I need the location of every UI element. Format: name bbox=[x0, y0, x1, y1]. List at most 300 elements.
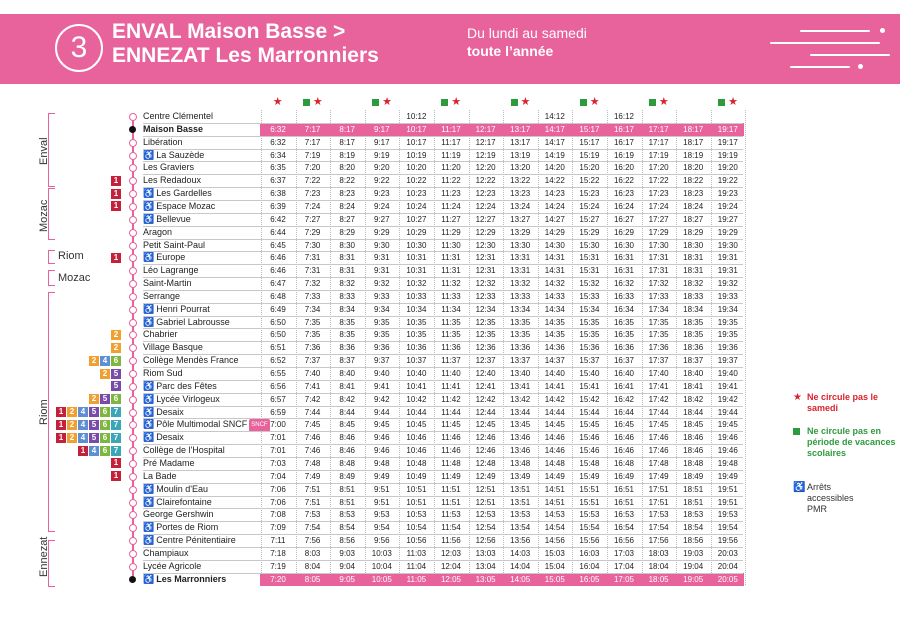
time-cell: 15:05 bbox=[544, 574, 565, 584]
time-cell: 13:54 bbox=[510, 523, 531, 533]
time-cell: 10:35 bbox=[406, 317, 427, 327]
time-cell: 19:32 bbox=[717, 279, 738, 289]
time-cell: 8:49 bbox=[339, 471, 355, 481]
time-cell: 9:51 bbox=[374, 484, 390, 494]
time-cell: 12:35 bbox=[475, 330, 496, 340]
connection-line-badge: 1 bbox=[111, 458, 121, 468]
time-cell: 7:00 bbox=[270, 420, 286, 430]
stop-name-label: Serrange bbox=[143, 290, 181, 301]
zone-riom: Riom bbox=[38, 399, 50, 425]
time-cell: 8:44 bbox=[339, 407, 355, 417]
stop-dot bbox=[129, 331, 137, 339]
time-cell: 7:30 bbox=[304, 240, 321, 250]
time-cell: 15:24 bbox=[579, 201, 600, 211]
time-cell: 9:45 bbox=[374, 420, 390, 430]
time-cell: 17:31 bbox=[648, 253, 669, 263]
time-cell: 9:04 bbox=[339, 561, 355, 571]
stop-dot bbox=[129, 139, 137, 147]
stop-name-label: Bellevue bbox=[156, 213, 191, 224]
time-cell: 19:40 bbox=[717, 369, 738, 378]
time-cell: 16:40 bbox=[613, 369, 635, 378]
time-cell: 15:23 bbox=[579, 189, 600, 199]
time-cell: 6:51 bbox=[270, 343, 286, 353]
time-cell: 14:27 bbox=[544, 214, 565, 224]
time-cell: 14:31 bbox=[544, 253, 565, 263]
school-holiday-square-icon bbox=[718, 99, 725, 106]
wheelchair-icon: ♿ bbox=[143, 496, 155, 507]
time-cell: 14:46 bbox=[544, 446, 565, 456]
time-cell: 19:45 bbox=[717, 420, 738, 430]
stop-dot bbox=[129, 396, 137, 404]
time-cell: 19:49 bbox=[717, 471, 738, 481]
terminus-dot bbox=[129, 126, 136, 133]
time-cell: 10:36 bbox=[406, 343, 427, 353]
school-square-icon bbox=[793, 428, 800, 435]
zone-mozac-bracket bbox=[48, 188, 55, 240]
not-saturday-star-icon: ★ bbox=[589, 96, 600, 108]
time-cell: 14:32 bbox=[544, 279, 565, 289]
time-cell: 10:48 bbox=[406, 458, 427, 468]
stop-name bbox=[143, 380, 217, 393]
zone-mozac-small-bracket bbox=[48, 270, 55, 286]
time-cell: 15:40 bbox=[579, 369, 600, 378]
stop-name bbox=[143, 303, 210, 316]
time-cell: 18:46 bbox=[683, 433, 704, 443]
time-cell: 9:48 bbox=[374, 458, 390, 468]
time-cell: 18:51 bbox=[683, 484, 704, 494]
time-cell: 15:27 bbox=[579, 214, 600, 224]
stop-name bbox=[143, 354, 239, 367]
stop-dot bbox=[129, 409, 137, 417]
time-cell: 17:46 bbox=[648, 433, 669, 443]
time-cell: 16:31 bbox=[613, 253, 635, 263]
time-cell: 7:48 bbox=[304, 458, 321, 468]
time-cell: 15:51 bbox=[579, 484, 600, 494]
time-cell: 18:41 bbox=[683, 381, 704, 391]
decor-dot bbox=[880, 28, 885, 33]
connection-line-badge: 2 bbox=[67, 420, 77, 430]
stop-dot bbox=[129, 434, 137, 442]
stop-name-label: George Gershwin bbox=[143, 509, 214, 520]
stop-dot bbox=[129, 164, 137, 172]
time-cell: 12:20 bbox=[475, 163, 496, 173]
time-cell: 19:37 bbox=[717, 356, 738, 366]
stop-name-label: Lycée Virlogeux bbox=[156, 393, 220, 404]
stop-name-label: Gabriel Labrousse bbox=[156, 316, 230, 327]
stop-name-label: Chabrier bbox=[143, 329, 178, 340]
stop-name-label: Léo Lagrange bbox=[143, 265, 199, 276]
time-cell: 8:54 bbox=[339, 523, 355, 533]
stop-name-label: Henri Pourrat bbox=[156, 303, 210, 314]
time-cell: 12:05 bbox=[440, 574, 462, 584]
time-cell: 14:30 bbox=[544, 240, 565, 250]
time-cell: 14:36 bbox=[544, 343, 565, 353]
time-cell: 7:51 bbox=[304, 484, 321, 494]
connection-line-badge: 1 bbox=[111, 176, 121, 186]
time-cell: 15:48 bbox=[579, 458, 600, 468]
time-cell: 12:17 bbox=[475, 124, 496, 134]
time-cell: 10:56 bbox=[406, 536, 427, 546]
time-cell: 7:01 bbox=[270, 433, 286, 443]
time-cell: 8:45 bbox=[339, 420, 355, 430]
stop-name-label: Clairefontaine bbox=[156, 496, 212, 507]
connection-line-badge: 7 bbox=[111, 433, 121, 443]
time-cell: 11:42 bbox=[441, 394, 461, 404]
stop-dot bbox=[129, 229, 137, 237]
decor-dot bbox=[858, 64, 863, 69]
stop-name-label: Saint-Martin bbox=[143, 278, 192, 289]
connection-line-badge: 7 bbox=[111, 420, 121, 430]
time-cell: 11:48 bbox=[441, 458, 461, 468]
time-cell: 12:45 bbox=[475, 420, 496, 430]
wheelchair-icon: ♿ bbox=[143, 535, 155, 546]
time-cell: 6:42 bbox=[270, 214, 286, 224]
time-cell: 7:03 bbox=[270, 458, 286, 468]
time-cell: 19:51 bbox=[717, 484, 738, 494]
time-cell: 14:23 bbox=[544, 189, 565, 199]
time-cell: 12:04 bbox=[440, 561, 462, 571]
stop-name bbox=[143, 483, 208, 496]
zone-ennezat: Ennezat bbox=[38, 536, 50, 577]
stop-name bbox=[143, 123, 203, 136]
line-number-badge: 3 bbox=[55, 24, 103, 72]
time-cell: 16:44 bbox=[613, 407, 635, 417]
time-cell: 15:35 bbox=[579, 330, 600, 340]
time-cell: 11:35 bbox=[441, 317, 461, 327]
time-cell: 7:42 bbox=[304, 394, 321, 404]
time-cell: 16:29 bbox=[613, 227, 635, 237]
time-cell: 6:32 bbox=[270, 124, 286, 134]
time-cell: 15:19 bbox=[579, 150, 600, 160]
time-cell: 18:48 bbox=[683, 458, 704, 468]
time-cell: 14:17 bbox=[544, 137, 565, 147]
time-cell: 7:34 bbox=[304, 304, 321, 314]
connection-line-badge: 2 bbox=[111, 343, 121, 353]
time-cell: 11:46 bbox=[441, 446, 461, 456]
school-holiday-square-icon bbox=[649, 99, 656, 106]
time-cell: 11:44 bbox=[441, 407, 461, 417]
stop-name-label: Pôle Multimodal SNCF bbox=[156, 419, 248, 430]
time-cell: 11:31 bbox=[441, 253, 461, 263]
connection-line-badge: 2 bbox=[111, 330, 121, 340]
time-cell: 11:17 bbox=[441, 124, 461, 134]
wheelchair-icon: ♿ bbox=[143, 522, 155, 533]
time-cell: 10:41 bbox=[406, 381, 427, 391]
time-cell: 7:37 bbox=[304, 356, 321, 366]
time-cell: 13:37 bbox=[510, 356, 531, 366]
time-cell: 12:34 bbox=[475, 304, 496, 314]
time-cell: 9:30 bbox=[374, 240, 390, 250]
time-cell: 8:48 bbox=[339, 458, 355, 468]
time-cell: 7:31 bbox=[304, 266, 321, 276]
time-cell: 13:56 bbox=[510, 536, 531, 546]
time-cell: 11:30 bbox=[441, 240, 461, 250]
connection-line-badge: 4 bbox=[78, 433, 88, 443]
time-cell: 9:23 bbox=[374, 189, 390, 199]
time-cell: 13:31 bbox=[510, 266, 531, 276]
time-cell: 15:45 bbox=[579, 420, 600, 430]
wheelchair-icon: ♿ bbox=[143, 303, 155, 314]
header-banner bbox=[0, 14, 900, 84]
time-cell: 11:41 bbox=[441, 381, 461, 391]
time-cell: 12:24 bbox=[475, 201, 496, 211]
time-cell: 11:34 bbox=[441, 304, 461, 314]
time-cell: 11:19 bbox=[441, 150, 461, 160]
time-cell: 19:48 bbox=[717, 458, 738, 468]
time-cell: 17:03 bbox=[613, 548, 635, 558]
decor-line bbox=[790, 66, 850, 68]
time-cell: 13:19 bbox=[510, 150, 531, 160]
time-cell: 7:06 bbox=[270, 484, 286, 494]
school-holiday-square-icon bbox=[580, 99, 587, 106]
time-cell: 16:23 bbox=[613, 189, 635, 199]
time-cell: 19:17 bbox=[717, 124, 738, 134]
time-cell: 7:56 bbox=[304, 536, 321, 546]
time-cell: 9:17 bbox=[374, 137, 390, 147]
stop-dot bbox=[129, 306, 137, 314]
stop-name-label: Europe bbox=[156, 252, 186, 263]
time-cell: 15:34 bbox=[579, 304, 600, 314]
sncf-logo: SNCF bbox=[249, 419, 269, 432]
time-cell: 10:46 bbox=[406, 433, 427, 443]
time-cell: 10:27 bbox=[406, 214, 427, 224]
time-cell: 17:41 bbox=[648, 381, 669, 391]
route-title bbox=[112, 20, 379, 68]
wheelchair-icon: ♿ bbox=[143, 432, 155, 443]
time-cell: 11:22 bbox=[441, 176, 461, 186]
time-cell: 13:24 bbox=[510, 201, 531, 211]
stop-name-label: Desaix bbox=[156, 406, 184, 417]
time-cell: 7:19 bbox=[270, 561, 286, 571]
time-cell: 10:30 bbox=[406, 240, 427, 250]
stop-dot bbox=[129, 486, 137, 494]
stop-name-label: Parc des Fêtes bbox=[156, 380, 217, 391]
time-cell: 16:35 bbox=[613, 330, 635, 340]
school-holiday-square-icon bbox=[372, 99, 379, 106]
time-cell: 8:56 bbox=[339, 536, 355, 546]
time-cell: 17:24 bbox=[648, 201, 669, 211]
stop-name bbox=[143, 367, 183, 380]
time-cell: 15:36 bbox=[579, 343, 600, 353]
time-cell: 19:30 bbox=[717, 240, 738, 250]
time-cell: 12:49 bbox=[475, 471, 496, 481]
time-cell: 15:56 bbox=[579, 536, 600, 546]
time-cell: 18:30 bbox=[683, 240, 704, 250]
time-cell: 14:17 bbox=[544, 124, 565, 134]
time-cell: 9:49 bbox=[374, 471, 390, 481]
time-cell: 18:44 bbox=[683, 407, 704, 417]
time-cell: 12:46 bbox=[475, 446, 496, 456]
time-cell: 18:36 bbox=[683, 343, 704, 353]
time-cell: 18:34 bbox=[683, 304, 704, 314]
time-cell: 11:37 bbox=[441, 356, 461, 366]
time-cell: 19:24 bbox=[717, 201, 738, 211]
time-cell: 19:51 bbox=[717, 497, 738, 507]
time-cell: 6:32 bbox=[270, 137, 286, 147]
time-cell: 10:45 bbox=[406, 420, 427, 430]
time-cell: 15:42 bbox=[579, 394, 600, 404]
time-cell: 17:23 bbox=[648, 189, 669, 199]
time-cell: 6:37 bbox=[270, 176, 286, 186]
time-cell: 15:29 bbox=[579, 227, 600, 237]
time-cell: 11:46 bbox=[441, 433, 461, 443]
service-days-line1: Du lundi au samedi bbox=[467, 25, 587, 41]
time-cell: 18:56 bbox=[683, 536, 704, 546]
connection-line-badge: 6 bbox=[100, 407, 110, 417]
stop-name bbox=[143, 149, 204, 162]
time-cell: 18:20 bbox=[683, 163, 704, 173]
time-cell: 13:27 bbox=[510, 214, 531, 224]
time-cell: 15:31 bbox=[579, 253, 600, 263]
time-cell: 8:19 bbox=[339, 150, 355, 160]
time-cell: 6:38 bbox=[270, 189, 286, 199]
time-cell: 18:45 bbox=[683, 420, 704, 430]
time-cell: 16:03 bbox=[579, 548, 600, 558]
not-saturday-star-icon: ★ bbox=[520, 96, 531, 108]
time-cell: 11:04 bbox=[406, 561, 427, 571]
stop-name bbox=[143, 187, 212, 200]
time-cell: 12:32 bbox=[475, 279, 496, 289]
time-cell: 14:40 bbox=[544, 369, 565, 378]
time-cell: 13:32 bbox=[510, 279, 531, 289]
zone-riom-small: Riom bbox=[58, 250, 84, 262]
time-cell: 18:17 bbox=[683, 124, 704, 134]
time-cell: 11:45 bbox=[441, 420, 461, 430]
time-cell: 7:36 bbox=[304, 343, 321, 353]
time-cell: 8:35 bbox=[339, 317, 355, 327]
time-cell: 9:42 bbox=[374, 394, 390, 404]
time-cell: 19:20 bbox=[717, 163, 738, 173]
time-cell: 9:46 bbox=[374, 433, 390, 443]
time-cell: 7:01 bbox=[270, 446, 286, 456]
stop-name-label: La Bade bbox=[143, 470, 177, 481]
time-cell: 6:56 bbox=[270, 381, 286, 391]
time-cell: 11:27 bbox=[441, 214, 461, 224]
time-cell: 6:35 bbox=[270, 163, 286, 173]
stop-dot bbox=[129, 357, 137, 365]
time-cell: 12:27 bbox=[475, 214, 496, 224]
time-cell: 17:35 bbox=[648, 317, 669, 327]
stop-name bbox=[143, 457, 195, 470]
time-cell: 8:23 bbox=[339, 189, 355, 199]
time-cell: 9:19 bbox=[374, 150, 390, 160]
time-cell: 13:33 bbox=[510, 291, 531, 301]
time-cell: 7:46 bbox=[304, 446, 321, 456]
time-cell: 12:23 bbox=[475, 189, 496, 199]
time-cell: 11:17 bbox=[441, 137, 461, 147]
terminus-dot bbox=[129, 576, 136, 583]
time-cell: 19:19 bbox=[717, 150, 738, 160]
connection-line-badge: 1 bbox=[111, 189, 121, 199]
time-cell: 17:40 bbox=[648, 369, 669, 378]
stop-name bbox=[143, 560, 201, 573]
time-cell: 10:29 bbox=[406, 227, 427, 237]
time-cell: 18:24 bbox=[683, 201, 704, 211]
stop-dot bbox=[129, 499, 137, 507]
time-cell: 16:12 bbox=[613, 112, 635, 121]
school-holiday-square-icon bbox=[441, 99, 448, 106]
time-cell: 17:34 bbox=[648, 304, 669, 314]
time-cell: 19:35 bbox=[717, 330, 738, 340]
stop-dot bbox=[129, 113, 137, 121]
wheelchair-icon: ♿ bbox=[143, 406, 155, 417]
time-cell: 11:49 bbox=[441, 471, 461, 481]
connection-line-badge: 2 bbox=[100, 369, 110, 379]
time-cell: 15:03 bbox=[544, 548, 565, 558]
stop-name bbox=[143, 547, 189, 560]
time-cell: 18:29 bbox=[683, 227, 704, 237]
time-cell: 9:31 bbox=[374, 253, 390, 263]
time-cell: 13:42 bbox=[510, 394, 531, 404]
time-cell: 13:29 bbox=[510, 227, 531, 237]
time-cell: 10:24 bbox=[406, 201, 427, 211]
time-cell: 9:35 bbox=[374, 330, 390, 340]
time-cell: 18:53 bbox=[683, 510, 704, 520]
time-cell: 11:51 bbox=[441, 484, 461, 494]
time-cell: 15:17 bbox=[579, 137, 600, 147]
time-cell: 13:35 bbox=[510, 317, 531, 327]
time-cell: 9:24 bbox=[374, 201, 390, 211]
stop-name-label: Riom Sud bbox=[143, 368, 183, 378]
route-title-line1: ENVAL Maison Basse > bbox=[112, 20, 346, 43]
stop-name bbox=[143, 521, 218, 534]
time-cell: 16:27 bbox=[613, 214, 635, 224]
time-cell: 17:36 bbox=[648, 343, 669, 353]
time-cell: 18:23 bbox=[683, 189, 704, 199]
time-cell: 14:54 bbox=[544, 523, 565, 533]
time-cell: 7:09 bbox=[270, 523, 286, 533]
time-cell: 10:49 bbox=[406, 471, 427, 481]
time-cell: 19:22 bbox=[717, 176, 738, 186]
time-cell: 8:51 bbox=[339, 497, 355, 507]
time-cell: 8:17 bbox=[339, 124, 355, 134]
time-cell: 16:42 bbox=[613, 394, 635, 404]
time-cell: 9:36 bbox=[374, 343, 390, 353]
time-cell: 16:51 bbox=[613, 497, 635, 507]
time-cell: 17:51 bbox=[648, 484, 669, 494]
time-cell: 12:31 bbox=[475, 266, 496, 276]
time-cell: 13:17 bbox=[510, 137, 531, 147]
time-cell: 17:35 bbox=[648, 330, 669, 340]
time-cell: 7:45 bbox=[304, 420, 321, 430]
time-cell: 19:44 bbox=[717, 407, 738, 417]
stop-name-label: Les Graviers bbox=[143, 162, 195, 173]
connection-line-badge: 2 bbox=[89, 394, 99, 404]
time-cell: 10:31 bbox=[406, 266, 427, 276]
time-cell: 18:51 bbox=[683, 497, 704, 507]
time-cell: 11:56 bbox=[441, 536, 461, 546]
time-cell: 14:48 bbox=[544, 458, 565, 468]
connection-line-badge: 4 bbox=[89, 446, 99, 456]
time-cell: 7:22 bbox=[304, 176, 321, 186]
time-cell: 9:46 bbox=[374, 446, 390, 456]
stop-dot bbox=[129, 460, 137, 468]
time-cell: 19:35 bbox=[717, 317, 738, 327]
time-cell: 10:35 bbox=[406, 330, 427, 340]
time-cell: 15:30 bbox=[579, 240, 600, 250]
legend-pmr-text: Arrêts accessibles PMR bbox=[807, 482, 854, 514]
time-cell: 8:41 bbox=[339, 381, 355, 391]
stop-name bbox=[143, 328, 178, 341]
time-cell: 9:44 bbox=[374, 407, 390, 417]
column-separator bbox=[745, 110, 746, 585]
time-cell: 19:46 bbox=[717, 446, 738, 456]
time-cell: 8:20 bbox=[339, 163, 355, 173]
wheelchair-icon: ♿ bbox=[143, 393, 155, 404]
time-cell: 7:18 bbox=[270, 548, 286, 558]
time-cell: 10:19 bbox=[406, 150, 427, 160]
time-cell: 7:53 bbox=[304, 510, 321, 520]
